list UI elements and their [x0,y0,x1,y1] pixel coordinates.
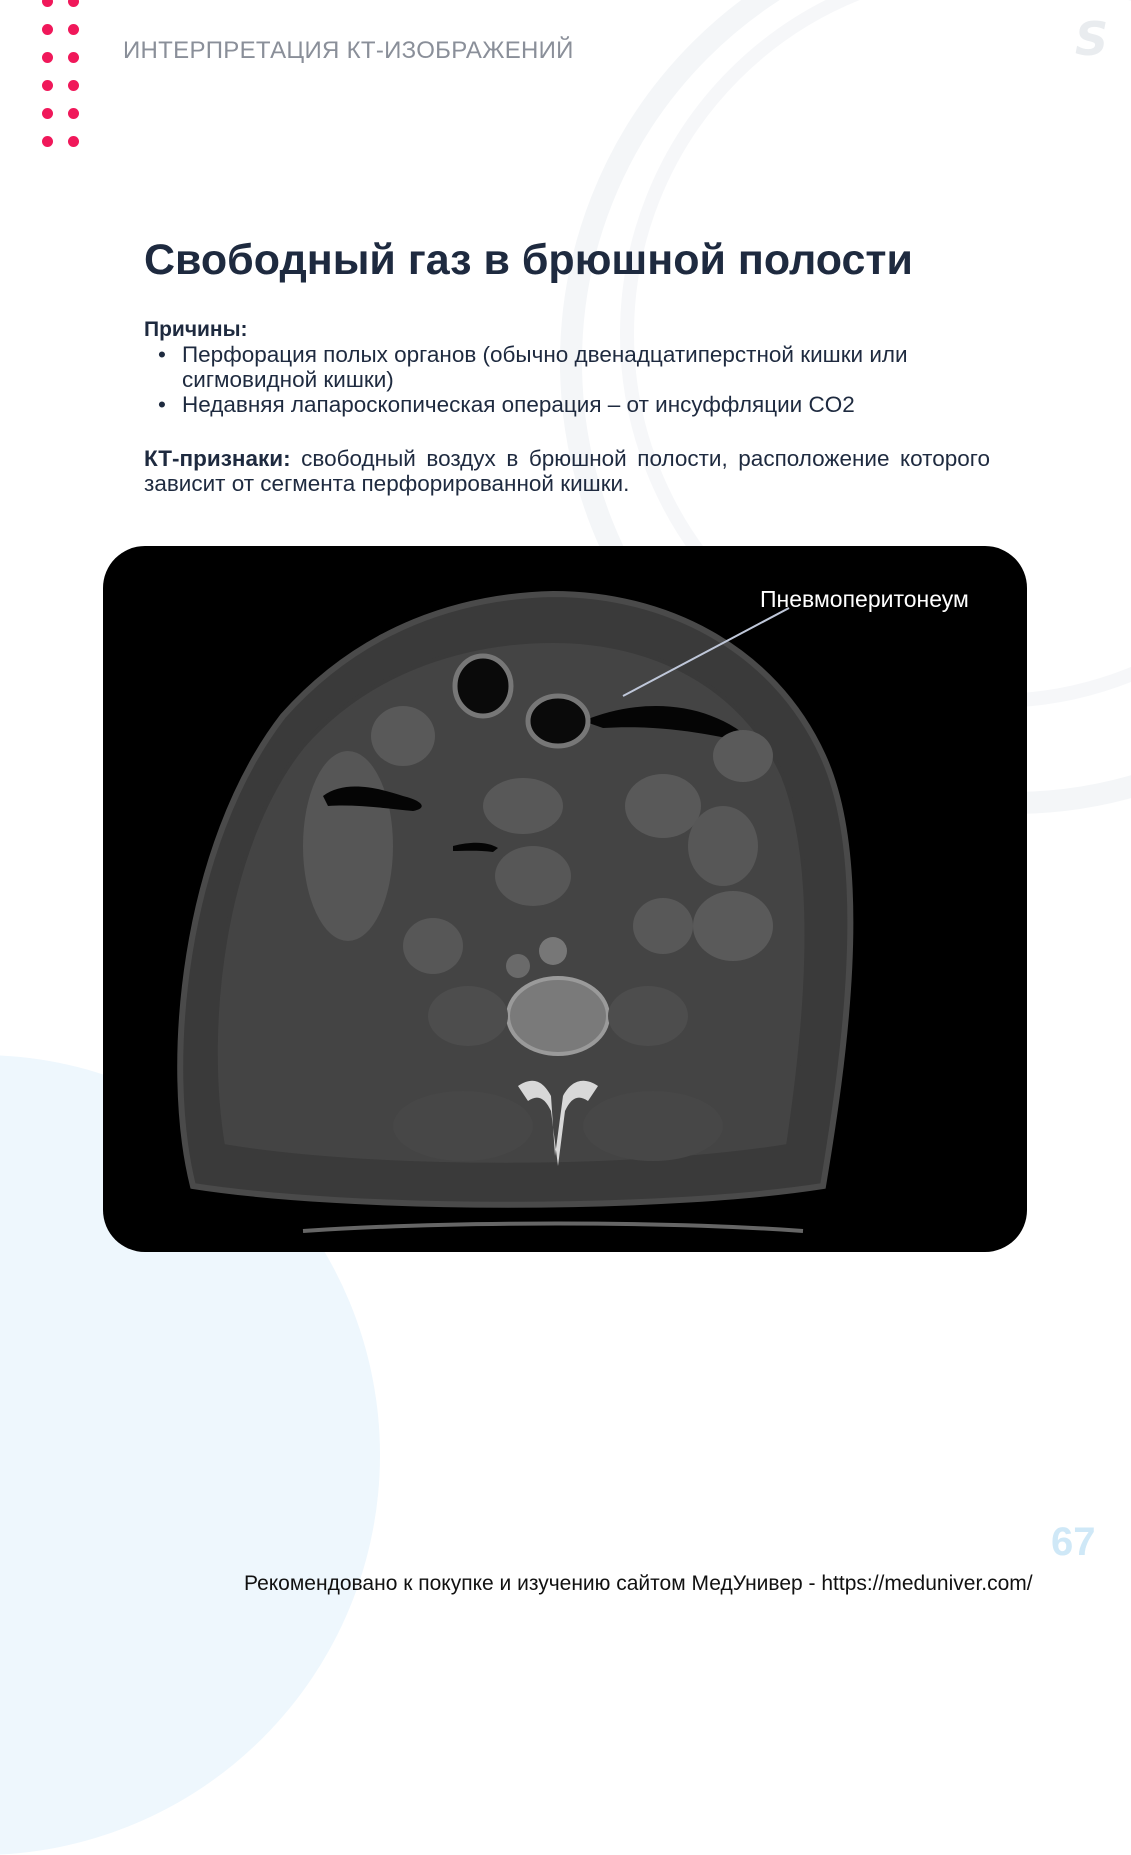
section-header: ИНТЕРПРЕТАЦИЯ КТ-ИЗОБРАЖЕНИЙ [123,37,574,64]
page-number: 67 [1051,1520,1096,1564]
brand-logo: S [1075,12,1109,66]
pneumoperitoneum-label: Пневмоперитонеум [760,586,969,612]
ct-signs-label: КТ-признаки: [144,446,291,471]
ct-scan-image [103,546,1027,1252]
list-item: • Недавняя лапароскопическая операция – от инсуффляции CO2 [158,392,855,417]
list-item: • Перфорация полых органов (обычно двенадцатиперстной кишки или сигмовидной кишки) [158,342,908,392]
ct-signs-text: свободный воздух в брюшной полости, расположение которого зависит от сегмента перфорированной кишки. [144,446,990,496]
footer-text: Рекомендовано к покупке и изучению сайтом МедУнивер - https://meduniver.com/ [244,1572,1033,1595]
decorative-dots [38,0,98,162]
page-title: Свободный газ в брюшной полости [144,236,913,284]
causes-label: Причины: [144,318,248,341]
causes-list [144,342,990,417]
ct-signs-paragraph [144,446,990,496]
ct-scan-drawing [103,546,1027,1252]
